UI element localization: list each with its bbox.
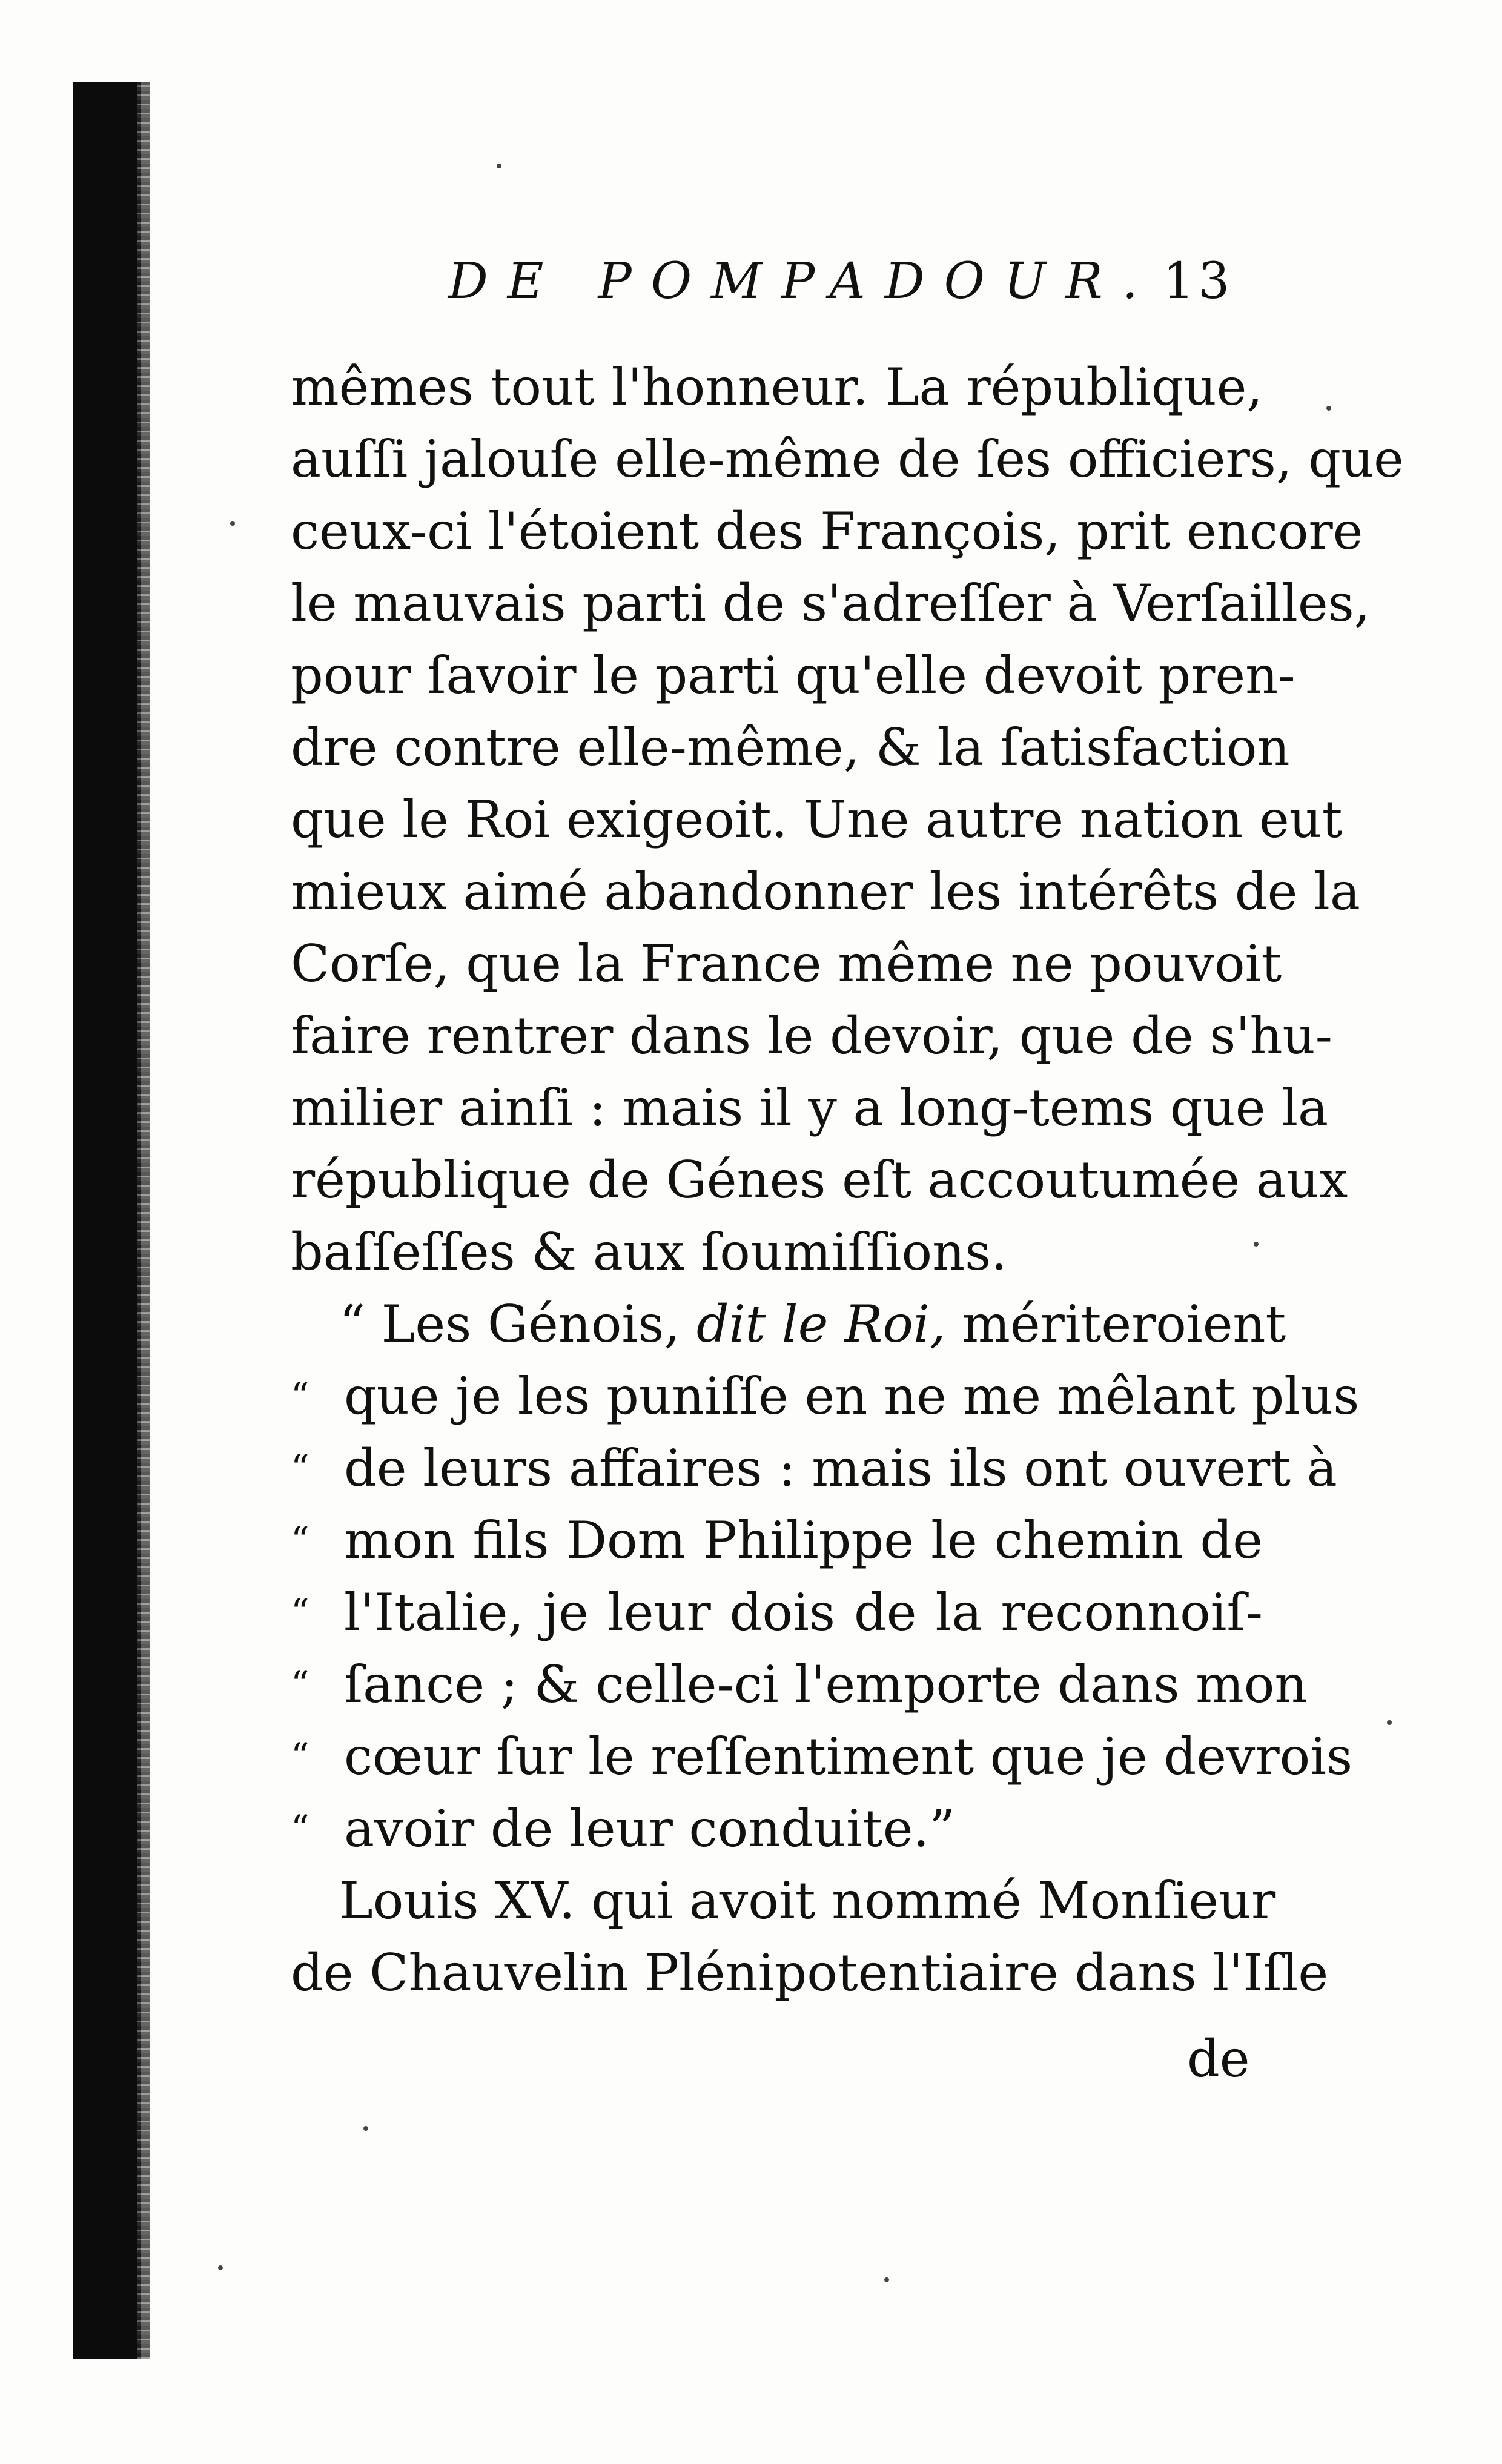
quote-continuation: mériteroient xyxy=(962,1294,1286,1354)
quote-mark: “ xyxy=(291,1591,309,1634)
paper-speck xyxy=(230,521,235,526)
paper-speck xyxy=(218,2265,223,2270)
binding-gutter xyxy=(73,82,141,2359)
text-line: mêmes tout l'honneur. La république, xyxy=(291,357,1263,417)
quote-line xyxy=(291,1577,1263,1649)
quote-line xyxy=(291,1432,1337,1505)
text-line: milier ainſi : mais il y a long-tems que la xyxy=(291,1078,1329,1138)
quote-line xyxy=(291,1649,1308,1721)
text-line: mieux aimé abandonner les intérêts de la xyxy=(291,862,1360,921)
paper-speck xyxy=(1387,1720,1392,1725)
quote-mark: “ xyxy=(291,1807,309,1850)
quote-line xyxy=(291,1360,1360,1432)
quote-opening: “ Les Génois, xyxy=(339,1294,681,1354)
quote-line-text: avoir de leur conduite.” xyxy=(344,1799,956,1858)
text-line: le mauvais parti de s'adreſſer à Verſailles, xyxy=(291,574,1371,633)
quote-line-text: de leurs affaires : mais ils ont ouvert à xyxy=(344,1439,1337,1498)
quote-line-text: cœur ſur le reſſentiment que je devrois xyxy=(344,1727,1353,1786)
paper-speck xyxy=(1326,406,1331,411)
quote-line-text: ſance ; & celle-ci l'emporte dans mon xyxy=(344,1655,1308,1714)
quote-line xyxy=(291,1505,1263,1577)
quote-mark: “ xyxy=(291,1735,309,1778)
text-line: faire rentrer dans le devoir, que de s'hu- xyxy=(291,1006,1333,1065)
body-text xyxy=(291,351,1404,2009)
quote-line xyxy=(291,1721,1353,1793)
quote-mark: “ xyxy=(291,1519,309,1562)
paragraph-2 xyxy=(291,1865,1329,2009)
paper-speck xyxy=(1254,1242,1259,1247)
text-line: république de Génes eſt accoutumée aux xyxy=(291,1150,1348,1210)
quote-mark: “ xyxy=(291,1447,309,1489)
text-line: de Chauvelin Plénipotentiaire dans l'Iſle xyxy=(291,1943,1329,2002)
running-title: DE POMPADOUR. xyxy=(448,253,1157,310)
catchword: de xyxy=(1187,2029,1250,2088)
quote-first-line xyxy=(291,1288,1286,1360)
paragraph-1 xyxy=(291,351,1404,1288)
quote-line xyxy=(291,1793,1263,1865)
quotation xyxy=(291,1288,1360,1865)
quote-attribution: dit le Roi, xyxy=(696,1294,946,1354)
quote-line-text: l'Italie, je leur dois de la reconnoiſ- xyxy=(344,1583,1263,1642)
text-line: Louis XV. qui avoit nommé Monſieur xyxy=(339,1871,1276,1930)
paper-speck xyxy=(363,2126,368,2131)
text-line: que le Roi exigeoit. Une autre nation eut xyxy=(291,790,1343,849)
text-line: baſſeſſes & aux ſoumiſſions. xyxy=(291,1222,1007,1282)
page-number: 13 xyxy=(1163,253,1234,310)
quote-line-text: mon fils Dom Philippe le chemin de xyxy=(344,1511,1263,1570)
paper-speck xyxy=(884,2277,889,2282)
text-line: dre contre elle-même, & la ſatisfaction xyxy=(291,718,1290,777)
text-line: auſſi jalouſe elle-même de ſes officiers, que xyxy=(291,429,1404,489)
text-line: pour ſavoir le parti qu'elle devoit pren- xyxy=(291,646,1295,705)
binding-gutter-edge xyxy=(137,82,150,2359)
quote-line-text: que je les puniſſe en ne me mêlant plus xyxy=(344,1366,1360,1426)
quote-mark: “ xyxy=(291,1663,309,1706)
text-line: ceux-ci l'étoient des François, prit encore xyxy=(291,502,1363,561)
paper-speck xyxy=(497,164,501,168)
quote-mark: “ xyxy=(291,1375,309,1417)
text-line: Corſe, que la France même ne pouvoit xyxy=(291,934,1282,993)
